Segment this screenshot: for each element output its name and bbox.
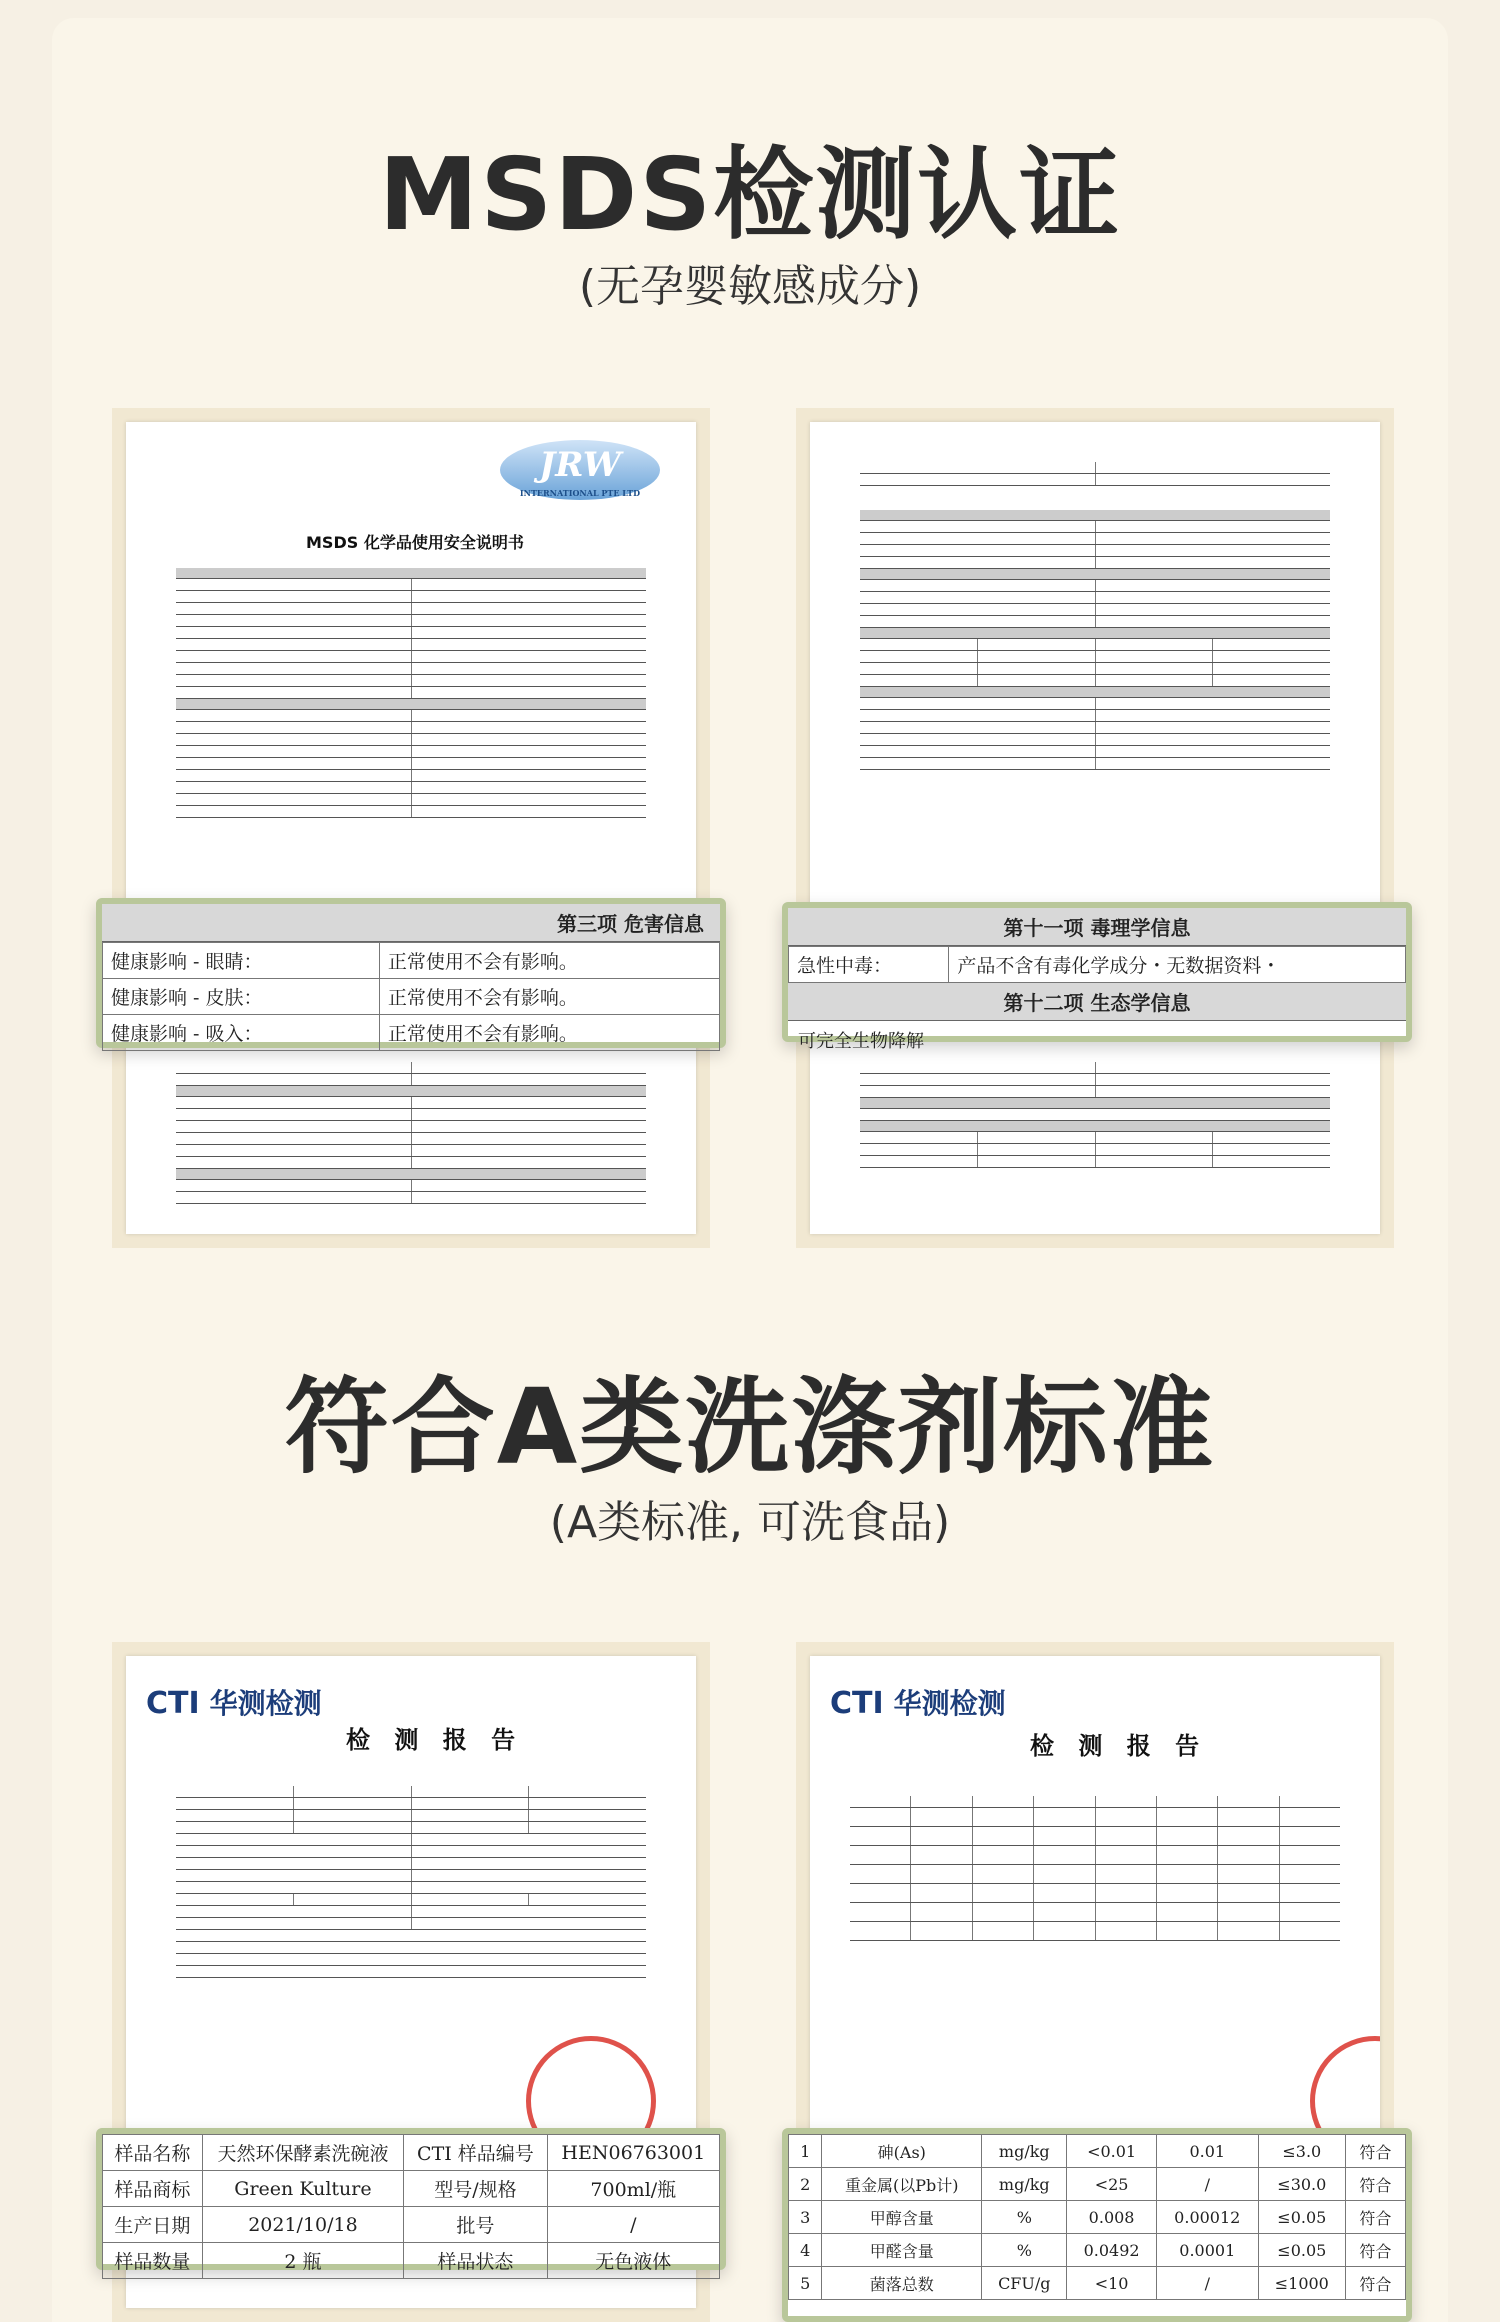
cell: 0.01 <box>1156 2135 1258 2168</box>
cell: / <box>1156 2168 1258 2201</box>
cell: 5 <box>789 2267 822 2300</box>
jrw-logo: JRW INTERNATIONAL PTE LTD <box>500 440 660 500</box>
cell: ≤1000 <box>1258 2267 1345 2300</box>
section1-subtitle: (无孕婴敏感成分) <box>578 261 922 312</box>
cell: 生产日期 <box>103 2207 203 2243</box>
cell: ≤30.0 <box>1258 2168 1345 2201</box>
cell: 无色液体 <box>547 2243 719 2279</box>
cell: 天然环保酵素洗碗液 <box>202 2135 404 2171</box>
cell: 样品商标 <box>103 2171 203 2207</box>
msds-doc-title: MSDS 化学品使用安全说明书 <box>306 533 524 552</box>
hazard-label: 健康影响 - 吸入： <box>103 1015 380 1051</box>
cell: 符合 <box>1345 2267 1405 2300</box>
section2-subtitle: (A类标准, 可洗食品) <box>549 1497 951 1548</box>
table-row <box>789 947 1406 983</box>
cell: 符合 <box>1345 2234 1405 2267</box>
section2-title: 符合A类洗涤剂标准 <box>284 1366 1216 1488</box>
ecology-header: 第十二项 生态学信息 <box>788 983 1406 1021</box>
cell: 0.00012 <box>1156 2201 1258 2234</box>
ecology-text: 可完全生物降解 <box>798 1031 924 1052</box>
cell: <10 <box>1067 2267 1156 2300</box>
cell: 型号/规格 <box>404 2171 547 2207</box>
hazard-value: 正常使用不会有影响。 <box>379 1015 719 1051</box>
cell: <25 <box>1067 2168 1156 2201</box>
cell: 砷(As) <box>822 2135 982 2168</box>
table-row <box>103 979 720 1015</box>
cell: 样品数量 <box>103 2243 203 2279</box>
cell: % <box>982 2234 1067 2267</box>
table-row <box>103 2171 720 2207</box>
msds-document-page-1 <box>126 422 696 1234</box>
table-row <box>789 2168 1406 2201</box>
cell: 4 <box>789 2234 822 2267</box>
cell: 2021/10/18 <box>202 2207 404 2243</box>
cell: ≤3.0 <box>1258 2135 1345 2168</box>
cell: % <box>982 2201 1067 2234</box>
cell: 符合 <box>1345 2168 1405 2201</box>
cell: mg/kg <box>982 2135 1067 2168</box>
msds-document-card-2 <box>796 408 1394 1248</box>
cell: 批号 <box>404 2207 547 2243</box>
msds-document-page-2 <box>810 422 1380 1234</box>
hazard-value: 正常使用不会有影响。 <box>379 979 719 1015</box>
cell: 样品名称 <box>103 2135 203 2171</box>
table-row <box>789 2201 1406 2234</box>
cell: CFU/g <box>982 2267 1067 2300</box>
toxicology-overlay <box>782 902 1412 1052</box>
cell: 重金属(以Pb计) <box>822 2168 982 2201</box>
cell: 0.008 <box>1067 2201 1156 2234</box>
report-title: 检 测 报 告 <box>1030 1731 1208 1760</box>
hazard-info-header: 第三项 危害信息 <box>102 904 720 942</box>
msds-table-lines-top <box>176 568 646 818</box>
cell: 700ml/瓶 <box>547 2171 719 2207</box>
msds-table-lines-bottom <box>176 1062 646 1204</box>
cell: / <box>1156 2267 1258 2300</box>
cell: Green Kulture <box>202 2171 404 2207</box>
cell: ≤0.05 <box>1258 2201 1345 2234</box>
hazard-label: 健康影响 - 眼睛： <box>103 943 380 979</box>
cell: ≤0.05 <box>1258 2234 1345 2267</box>
table-row <box>103 943 720 979</box>
hazard-label: 健康影响 - 皮肤： <box>103 979 380 1015</box>
cell: 符合 <box>1345 2201 1405 2234</box>
acute-toxicity-label: 急性中毒： <box>789 947 949 983</box>
hazard-info-overlay <box>96 898 726 1048</box>
cell: 2 <box>789 2168 822 2201</box>
cell: 甲醇含量 <box>822 2201 982 2234</box>
section1-title: MSDS检测认证 <box>378 136 1122 253</box>
cti2-table-lines <box>850 1796 1340 1941</box>
toxicology-header: 第十一项 毒理学信息 <box>788 908 1406 946</box>
msds-document-card-1 <box>112 408 710 1248</box>
cti1-table-lines <box>176 1786 646 1978</box>
acute-toxicity-value: 产品不含有毒化学成分・无数据资料・ <box>949 947 1406 983</box>
cell: 符合 <box>1345 2135 1405 2168</box>
cell: <0.01 <box>1067 2135 1156 2168</box>
table-row <box>789 2267 1406 2300</box>
msds2-table-lines-bottom <box>860 1062 1330 1168</box>
table-row <box>103 2243 720 2279</box>
table-row <box>103 2207 720 2243</box>
table-row <box>103 1015 720 1051</box>
cell: mg/kg <box>982 2168 1067 2201</box>
cell: 样品状态 <box>404 2243 547 2279</box>
sample-info-overlay <box>96 2128 726 2273</box>
msds2-table-lines-top <box>860 462 1330 770</box>
report-title: 检 测 报 告 <box>346 1725 524 1754</box>
table-row <box>103 2135 720 2171</box>
cell: 甲醛含量 <box>822 2234 982 2267</box>
cti-logo: CTI 华测检测 <box>830 1686 1006 1721</box>
cell: 0.0492 <box>1067 2234 1156 2267</box>
test-results-overlay <box>782 2128 1412 2322</box>
cell: 1 <box>789 2135 822 2168</box>
hazard-value: 正常使用不会有影响。 <box>379 943 719 979</box>
cell: 0.0001 <box>1156 2234 1258 2267</box>
table-row <box>789 2135 1406 2168</box>
cell: 2 瓶 <box>202 2243 404 2279</box>
cell: HEN06763001 <box>547 2135 719 2171</box>
cell: 菌落总数 <box>822 2267 982 2300</box>
cell: 3 <box>789 2201 822 2234</box>
cell: CTI 样品编号 <box>404 2135 547 2171</box>
cell: / <box>547 2207 719 2243</box>
table-row <box>789 2234 1406 2267</box>
cti-logo: CTI 华测检测 <box>146 1686 322 1721</box>
